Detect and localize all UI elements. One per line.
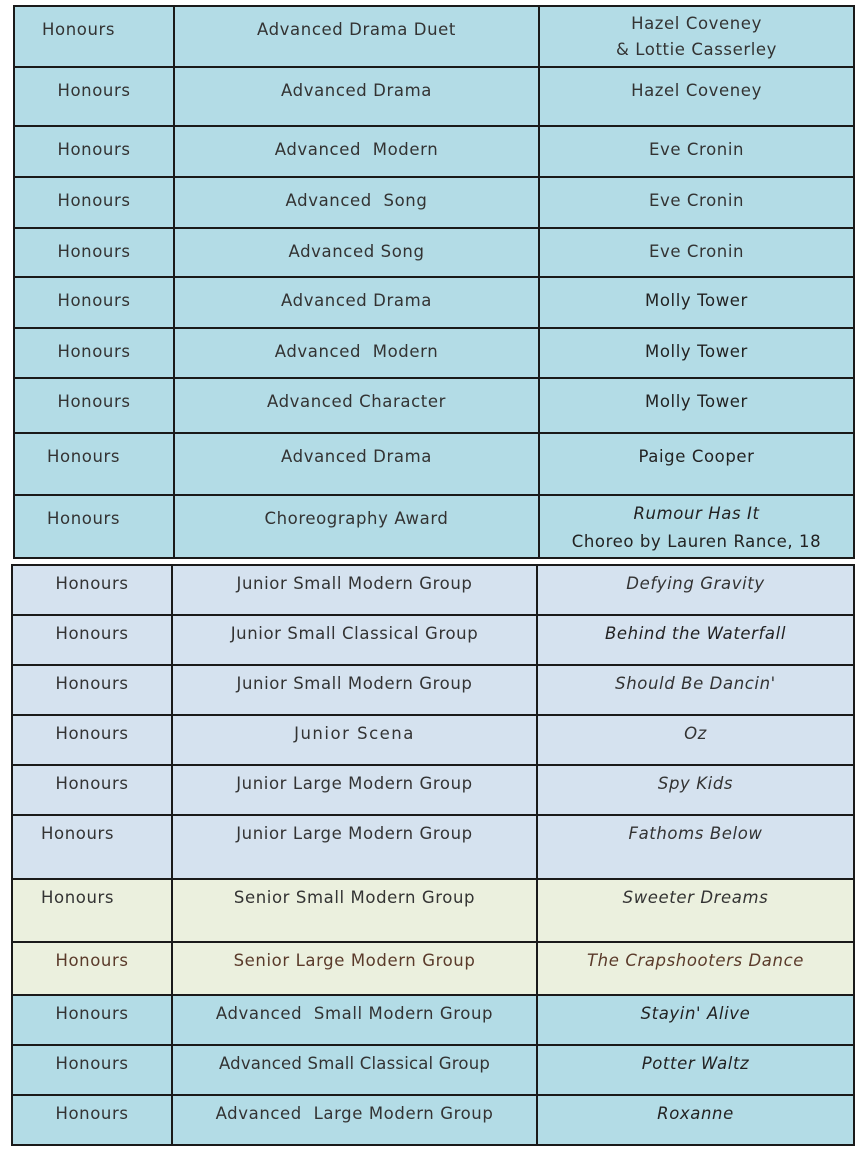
category-cell: Advanced Drama Duet <box>174 6 539 67</box>
results-table-bottom <box>11 564 855 1146</box>
table-row <box>12 995 854 1045</box>
category-cell: Advanced Small Modern Group <box>172 995 537 1045</box>
category-cell: Advanced Song <box>174 177 539 228</box>
table-row <box>12 815 854 879</box>
category-cell: Junior Small Modern Group <box>172 565 537 615</box>
entrant-cell: Molly Tower <box>539 328 854 378</box>
table-row <box>12 565 854 615</box>
award-cell: Honours <box>14 126 174 177</box>
award-cell: Honours <box>12 1095 172 1145</box>
table-row <box>12 879 854 942</box>
entrant-cell: Behind the Waterfall <box>537 615 854 665</box>
award-cell: Honours <box>12 665 172 715</box>
entrant-cell: Roxanne <box>537 1095 854 1145</box>
award-cell: Honours <box>12 942 172 995</box>
entrant-cell: Molly Tower <box>539 277 854 328</box>
table-row <box>12 765 854 815</box>
award-cell: Honours <box>14 433 174 495</box>
award-cell: Honours <box>12 995 172 1045</box>
entrant-cell: Eve Cronin <box>539 228 854 277</box>
entrant-cell: Potter Waltz <box>537 1045 854 1095</box>
award-cell: Honours <box>14 495 174 558</box>
award-cell: Honours <box>14 177 174 228</box>
entrant-cell: Oz <box>537 715 854 765</box>
category-cell: Advanced Drama <box>174 433 539 495</box>
table-row <box>14 495 854 558</box>
award-cell: Honours <box>12 615 172 665</box>
entrant-cell: The Crapshooters Dance <box>537 942 854 995</box>
category-cell: Advanced Song <box>174 228 539 277</box>
award-cell: Honours <box>14 328 174 378</box>
entrant-cell: Should Be Dancin' <box>537 665 854 715</box>
award-cell: Honours <box>14 277 174 328</box>
category-cell: Advanced Large Modern Group <box>172 1095 537 1145</box>
category-cell: Choreography Award <box>174 495 539 558</box>
award-cell: Honours <box>12 1045 172 1095</box>
category-cell: Junior Large Modern Group <box>172 815 537 879</box>
category-cell: Junior Large Modern Group <box>172 765 537 815</box>
table-row <box>14 328 854 378</box>
award-cell: Honours <box>14 67 174 126</box>
results-table-top <box>13 5 855 559</box>
award-cell: Honours <box>14 378 174 433</box>
table-row <box>14 277 854 328</box>
award-cell: Honours <box>12 879 172 942</box>
category-cell: Junior Scena <box>172 715 537 765</box>
table-row <box>12 715 854 765</box>
entrant-name-line2: & Lottie Casserley <box>615 40 778 59</box>
table-row <box>12 1095 854 1145</box>
choreographer-credit: Choreo by Lauren Rance, 18 <box>571 532 822 551</box>
category-cell: Advanced Modern <box>174 328 539 378</box>
entrant-cell: Fathoms Below <box>537 815 854 879</box>
table-row <box>14 177 854 228</box>
table-row <box>12 942 854 995</box>
entrant-cell: Defying Gravity <box>537 565 854 615</box>
category-cell: Senior Small Modern Group <box>172 879 537 942</box>
table-row <box>14 228 854 277</box>
entrant-cell: Paige Cooper <box>539 433 854 495</box>
category-cell: Advanced Drama <box>174 277 539 328</box>
entrant-cell <box>539 6 854 67</box>
entrant-cell: Eve Cronin <box>539 126 854 177</box>
award-cell: Honours <box>12 565 172 615</box>
entrant-cell: Hazel Coveney <box>539 67 854 126</box>
table-row <box>12 1045 854 1095</box>
table-row <box>14 378 854 433</box>
entrant-cell: Molly Tower <box>539 378 854 433</box>
category-cell: Advanced Modern <box>174 126 539 177</box>
category-cell: Senior Large Modern Group <box>172 942 537 995</box>
table-row <box>14 126 854 177</box>
award-cell: Honours <box>14 6 174 67</box>
entrant-cell: Eve Cronin <box>539 177 854 228</box>
routine-title: Rumour Has It <box>633 504 760 523</box>
table-row <box>14 67 854 126</box>
award-cell: Honours <box>12 765 172 815</box>
category-cell: Advanced Character <box>174 378 539 433</box>
table-row <box>12 615 854 665</box>
table-row <box>14 433 854 495</box>
category-cell: Junior Small Classical Group <box>172 615 537 665</box>
entrant-cell: Spy Kids <box>537 765 854 815</box>
category-cell: Advanced Small Classical Group <box>172 1045 537 1095</box>
entrant-cell <box>539 495 854 558</box>
entrant-name: Hazel Coveney <box>631 14 762 33</box>
table-row <box>12 665 854 715</box>
category-cell: Advanced Drama <box>174 67 539 126</box>
award-cell: Honours <box>12 715 172 765</box>
entrant-cell: Sweeter Dreams <box>537 879 854 942</box>
entrant-cell: Stayin' Alive <box>537 995 854 1045</box>
category-cell: Junior Small Modern Group <box>172 665 537 715</box>
table-row <box>14 6 854 67</box>
award-cell: Honours <box>12 815 172 879</box>
award-cell: Honours <box>14 228 174 277</box>
